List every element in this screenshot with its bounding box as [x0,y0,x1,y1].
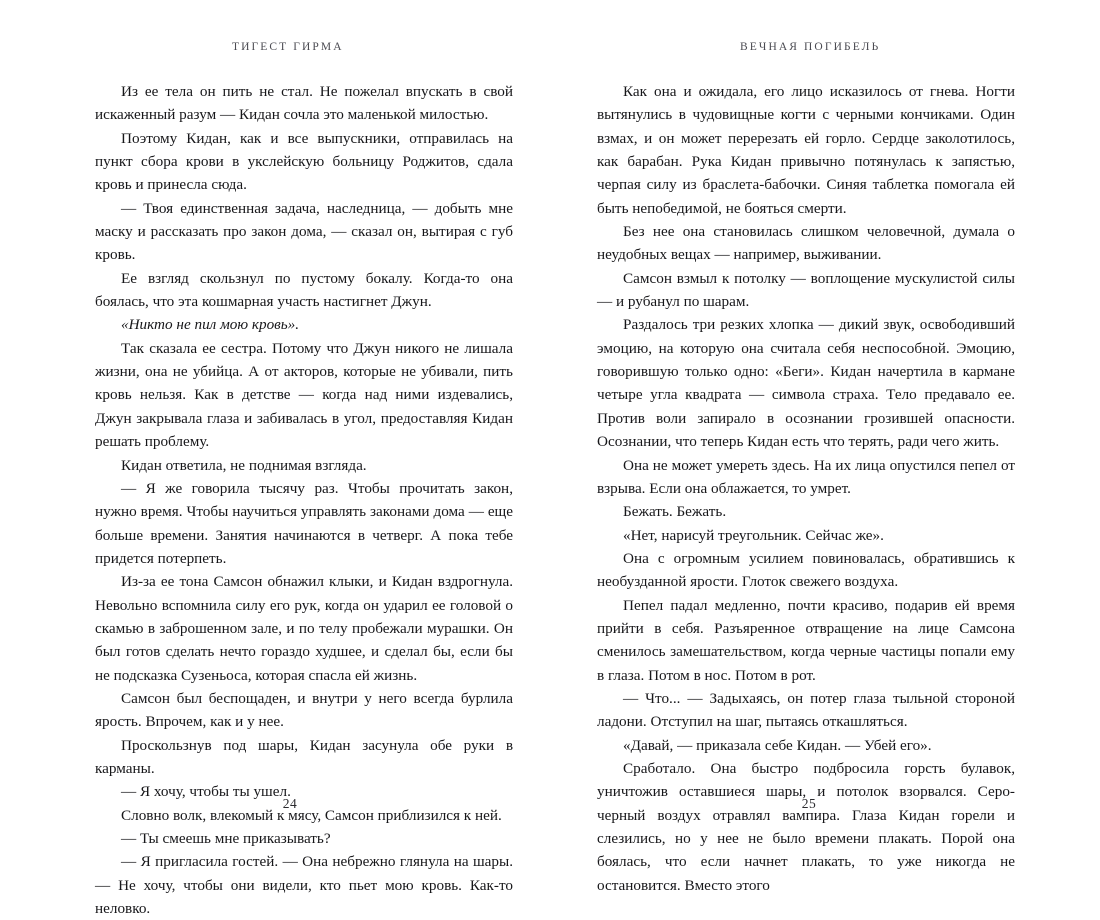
paragraph: «Нет, нарисуй треугольник. Сейчас же». [623,526,884,544]
paragraph: Без нее она становилась слишком человечной, думала о неудобных вещах — например, выживании. [597,223,1015,264]
paragraph: «Давай, — приказала себе Кидан. — Убей его». [623,736,932,754]
paragraph: Пепел падал медленно, почти красиво, подарив ей время прийти в себя. Разъяренное отвращение на лице Самсона сменилось замешательством, когда черные частицы попали ему в глаза. Потом в нос. Потом в рот. [597,596,1015,684]
paragraph: Раздалось три резких хлопка — дикий звук, освободивший эмоцию, на которую она считала себя неспособной. Эмоцию, говорившую только одно: «Беги». Кидан начертила в кармане четыре угла квадрата — символа страха. Тело предавало ее. Против воли запирало в осознании грозившей опасности. Осознании, что теперь Кидан есть что терять, ради чего жить. [597,316,1015,451]
paragraph: Сработало. Она быстро подбросила горсть булавок, уничтожив оставшиеся шары, и потолок взорвался. Серо-черный воздух отравлял вампира. Глаза Кидан горели и слезились, но у нее не было времени плакать. Порой она боялась, что если начнет плакать, то уже никогда не остановится. Вместо этого [597,759,1015,894]
paragraph: Из-за ее тона Самсон обнажил клыки, и Кидан вздрогнула. Невольно вспомнила силу его рук, когда он ударил ее головой о скамью в заброшенном зале, и по телу пробежали мурашки. Он был готов сделать нечто гораздо худшее, и сделал бы, если бы не подсказка Сузеньоса, которая спасла ей жизнь. [95,573,513,684]
paragraph: Как она и ожидала, его лицо исказилось от гнева. Ногти вытянулись в чудовищные когти с черными кончиками. Один взмах, и он может перерезать ей горло. Сердце заколотилось, как барабан. Рука Кидан привычно потянулась к запястью, черпая силу из браслета-бабочки. Синяя таблетка помогала ей быть непобедимой, не бояться смерти. [597,83,1015,217]
paragraph: — Что... — Задыхаясь, он потер глаза тыльной стороной ладони. Отступил на шаг, пытаясь откашляться. [597,689,1015,731]
paragraph: — Я же говорила тысячу раз. Чтобы прочитать закон, нужно время. Чтобы научиться управлять законами дома — еще больше времени. Занятия начинаются в четверг. А пока тебе придется потерпеть. [95,479,513,567]
paragraph: Ее взгляд скользнул по пустому бокалу. Когда-то она боялась, что эта кошмарная участь настигнет Джун. [95,269,513,311]
paragraph: — Ты смеешь мне приказывать? [121,830,331,847]
paragraph: Словно волк, влекомый к мясу, Самсон приблизился к ней. [121,806,502,824]
right-page-textblock [597,80,1015,897]
page-number-right: 25 [801,796,817,811]
paragraph: «Никто не пил мою кровь». [121,316,300,334]
paragraph: Поэтому Кидан, как и все выпускники, отправилась на пункт сбора крови в укслейскую больницу Роджитов, сдала кровь и принесла сюда. [95,129,513,194]
paragraph: Бежать. Бежать. [623,503,727,521]
paragraph: Она с огромным усилием повиновалась, обратившись к необузданной ярости. Глоток свежего воздуха. [597,549,1015,591]
paragraph: Так сказала ее сестра. Потому что Джун никого не лишала жизни, она не убийца. А от акторов, которые не убивали, пить кровь нельзя. Как в детстве — когда над ними издевались, Джун закрывала глаза и забивалась в угол, предоставляя Кидан решать проблему. [95,339,513,451]
paragraph: Самсон был беспощаден, и внутри у него всегда бурлила ярость. Впрочем, как и у нее. [95,689,513,731]
paragraph: Кидан ответила, не поднимая взгляда. [121,456,367,474]
paragraph: Она не может умереть здесь. На их лица опустился пепел от взрыва. Если она облажается, то умрет. [597,456,1015,497]
paragraph: Из ее тела он пить не стал. Не пожелал впускать в свой искаженный разум — Кидан сочла это маленькой милостью. [95,83,513,124]
running-head-left: ТИГЕСТ ГИРМА [232,41,344,53]
left-page [0,0,550,918]
left-page-textblock [95,80,513,920]
paragraph: Самсон взмыл к потолку — воплощение мускулистой силы — и рубанул по шарам. [597,269,1015,311]
paragraph: — Я пригласила гостей. — Она небрежно глянула на шары. — Не хочу, чтобы они видели, кто пьет мою кровь. Как-то неловко. [95,853,513,918]
paragraph: — Твоя единственная задача, наследница, — добыть мне маску и рассказать про закон дома, — сказал он, вытирая с губ кровь. [95,199,513,264]
running-head-right: ВЕЧНАЯ ПОГИБЕЛЬ [740,41,881,53]
page-number-left: 24 [282,796,298,811]
paragraph: Проскользнув под шары, Кидан засунула обе руки в карманы. [95,736,513,777]
paragraph: — Я хочу, чтобы ты ушел. [121,783,291,801]
